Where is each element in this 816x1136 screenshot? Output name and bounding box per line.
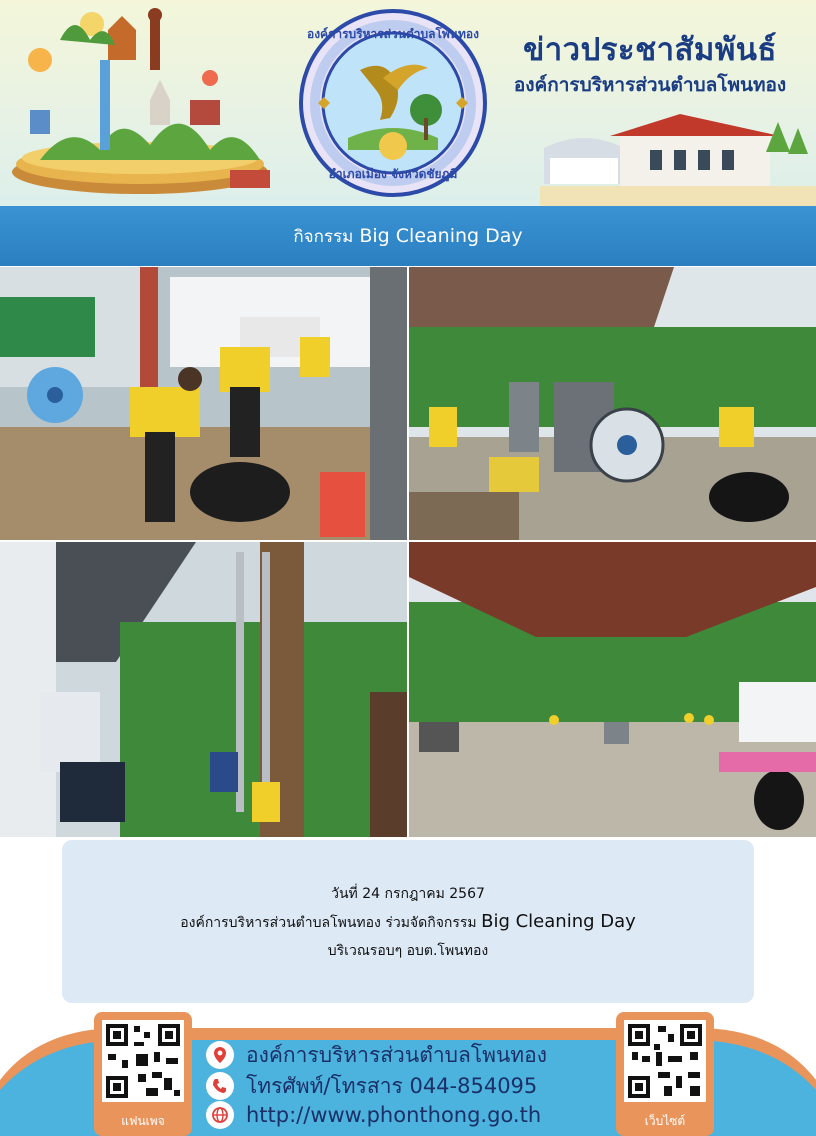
contact-phone: [206, 1071, 537, 1101]
page-subtitle: องค์การบริหารส่วนตำบลโพนทอง: [513, 74, 787, 96]
qr-code-icon: [102, 1020, 184, 1102]
event-date: วันที่ 24 กรกฎาคม 2567: [331, 886, 485, 902]
activity-prefix: กิจกรรม: [293, 226, 354, 247]
page-title: ข่าวประชาสัมพันธ์: [523, 32, 777, 68]
activity-title-bar: [0, 206, 816, 266]
event-org-text: องค์การบริหารส่วนตำบลโพนทอง ร่วมจัดกิจกรรม: [180, 915, 477, 931]
seal-bottom-text: อำเภอเมือง จังหวัดชัยภูมิ: [328, 167, 458, 181]
qr-website-label: เว็บไซต์: [644, 1114, 686, 1128]
qr-fanpage[interactable]: [94, 1012, 192, 1136]
photo-volunteers-sorting: [0, 267, 407, 540]
globe-icon: [206, 1101, 234, 1129]
event-location: บริเวณรอบๆ อบต.โพนทอง: [327, 943, 489, 959]
contact-footer: [0, 1010, 816, 1136]
office-building-illustration: [540, 108, 816, 206]
qr-code-icon: [624, 1020, 706, 1102]
event-description: [62, 908, 754, 937]
qr-fanpage-label: แฟนเพจ: [121, 1114, 165, 1128]
phone-icon: [206, 1072, 234, 1100]
contact-website-link[interactable]: http://www.phonthong.go.th: [246, 1103, 542, 1127]
photo-clearing-trees: [0, 542, 407, 837]
contact-org-text: องค์การบริหารส่วนตำบลโพนทอง: [246, 1042, 548, 1067]
qr-website[interactable]: [616, 1012, 714, 1136]
event-name: Big Cleaning Day: [481, 911, 636, 932]
seal-top-text: องค์การบริหารส่วนตำบลโพนทอง: [306, 27, 480, 41]
news-caption: [62, 840, 754, 1003]
header-banner: [0, 0, 816, 206]
location-pin-icon: [206, 1041, 234, 1069]
floating-island-illustration: [0, 0, 300, 206]
contact-website[interactable]: [206, 1100, 541, 1130]
photo-volunteers-under-shed: [409, 267, 816, 540]
activity-name: Big Cleaning Day: [359, 225, 523, 247]
photo-cleaned-pavilion: [409, 542, 816, 837]
contact-phone-text: โทรศัพท์/โทรสาร 044-854095: [246, 1073, 538, 1098]
organization-seal: [298, 8, 488, 198]
contact-org: [206, 1040, 547, 1070]
